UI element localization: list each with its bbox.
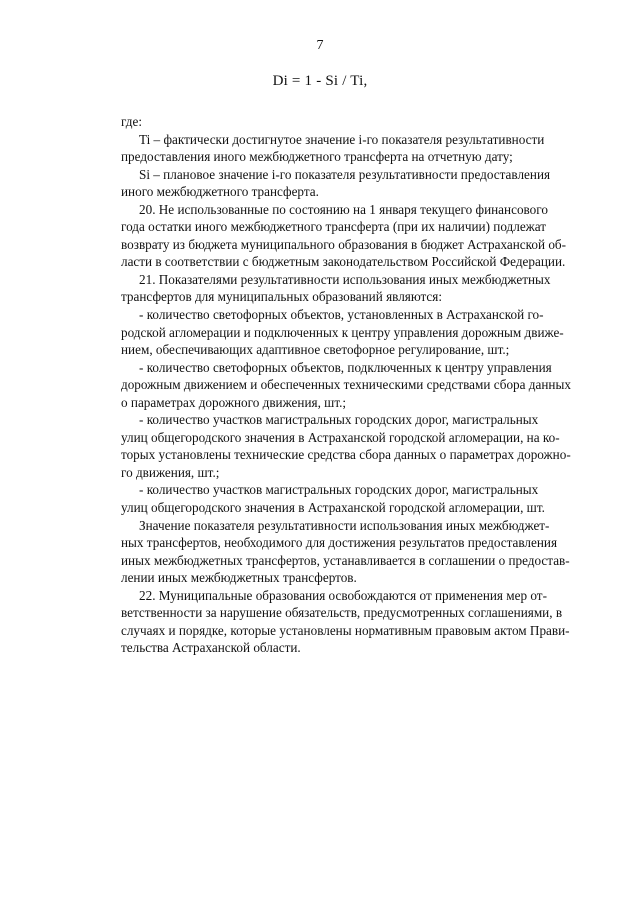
- text-line: 22. Муниципальные образования освобождаются от применения мер от-: [139, 587, 547, 603]
- text-line: - количество светофорных объектов, установленных в Астраханской го-: [139, 307, 544, 323]
- text-line: ных трансфертов, необходимого для достижения результатов предоставления: [121, 535, 558, 551]
- text-line: случаях и порядке, которые установлены нормативным правовым актом Прави-: [121, 622, 570, 638]
- text-line: возврату из бюджета муниципального образования в бюджет Астраханской об-: [121, 236, 567, 252]
- text-line: дорожным движением и обеспеченных техническими средствами сбора данных: [121, 377, 571, 393]
- page-number: 7: [316, 38, 324, 53]
- text-line: где:: [121, 114, 142, 129]
- text-line: нием, обеспечивающих адаптивное светофорное регулирование, шт.;: [121, 342, 510, 358]
- text-line: - количество светофорных объектов, подключенных к центру управления: [139, 359, 552, 375]
- text-line: тельства Астраханской области.: [121, 640, 301, 656]
- text-line: - количество участков магистральных городских дорог, магистральных: [139, 412, 539, 428]
- text-line: Si – плановое значение i-го показателя результативности предоставления: [139, 166, 551, 182]
- text-line: трансфертов для муниципальных образований являются:: [121, 289, 443, 305]
- text-line: 20. Не использованные по состоянию на 1 января текущего финансового: [139, 201, 548, 217]
- text-line: года остатки иного межбюджетного трансферта (при их наличии) подлежат: [121, 219, 547, 235]
- text-line: - количество участков магистральных городских дорог, магистральных: [139, 482, 539, 498]
- text-line: предоставления иного межбюджетного трансферта на отчетную дату;: [121, 149, 513, 165]
- formula: Di = 1 - Si / Ti,: [272, 73, 368, 89]
- text-line: Ti – фактически достигнутое значение i-го показателя результативности: [139, 131, 545, 147]
- text-line: улиц общегородского значения в Астраханской городской агломерации, шт.: [121, 500, 545, 516]
- text-line: 21. Показателями результативности использования иных межбюджетных: [139, 271, 551, 287]
- text-line: торых установлены технические средства сбора данных о параметрах дорожно-: [121, 447, 571, 463]
- text-line: ветственности за нарушение обязательств, предусмотренных соглашениями, в: [121, 605, 563, 621]
- text-line: родской агломерации и подключенных к центру управления дорожным движе-: [121, 324, 564, 340]
- text-line: Значение показателя результативности использования иных межбюджет-: [139, 517, 550, 533]
- text-line: лении иных межбюджетных трансфертов.: [121, 570, 357, 586]
- text-line: улиц общегородского значения в Астраханской городской агломерации, на ко-: [121, 429, 560, 445]
- text-line: го движения, шт.;: [121, 464, 220, 480]
- text-line: иного межбюджетного трансферта.: [121, 184, 319, 200]
- text-line: о параметрах дорожного движения, шт.;: [121, 394, 347, 410]
- body-text: [121, 113, 571, 657]
- text-line: иных межбюджетных трансфертов, устанавливается в соглашении о предостав-: [121, 552, 570, 568]
- text-line: ласти в соответствии с бюджетным законодательством Российской Федерации.: [121, 254, 566, 270]
